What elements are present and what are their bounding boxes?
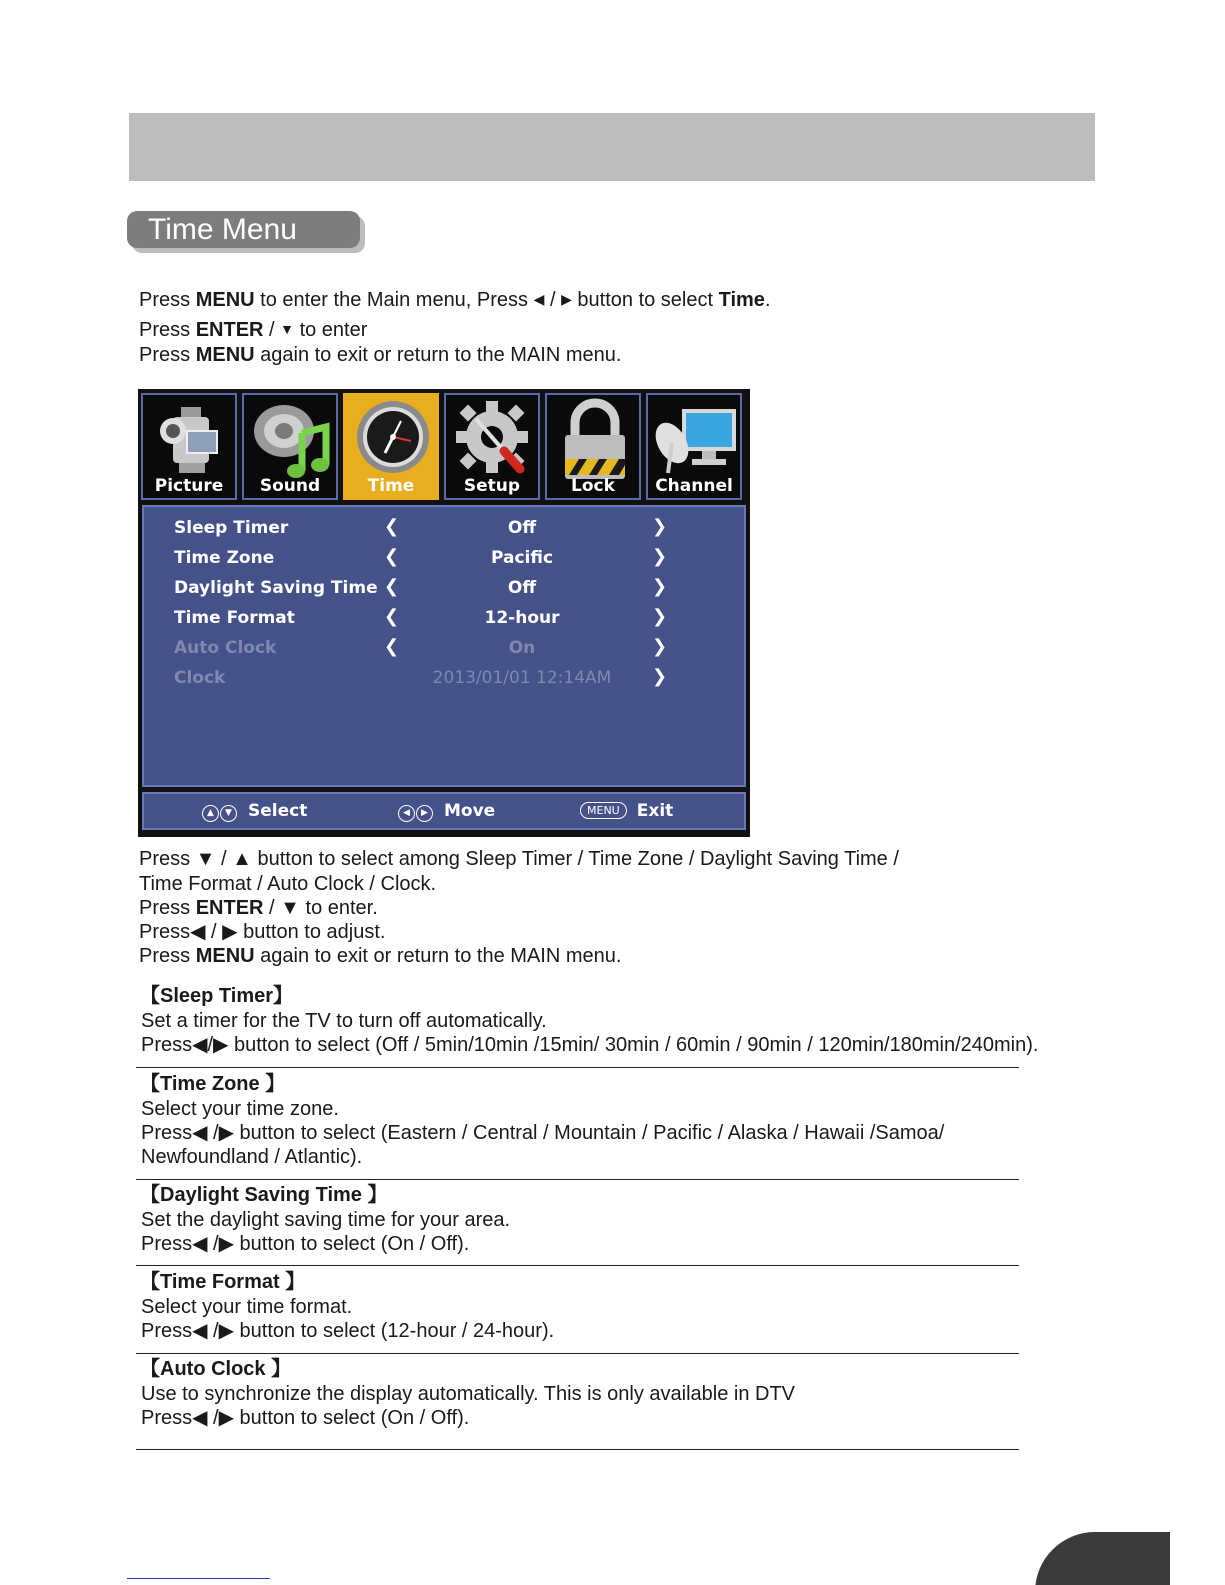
instruction-line-3: Press ENTER / ▼ to enter.	[139, 897, 378, 919]
tab-label: Lock	[571, 476, 615, 496]
instruction-line-5: Press MENU again to exit or return to the MAIN menu.	[139, 945, 622, 967]
osd-row-sleep-timer[interactable]: Sleep Timer ❮ Off ❯	[174, 516, 668, 538]
left-arrow-icon: ❮	[384, 636, 400, 657]
divider	[136, 1179, 1019, 1180]
right-arrow-icon[interactable]: ❯	[652, 606, 668, 627]
left-arrow-icon[interactable]: ❮	[384, 576, 400, 597]
intro-line-3: Press MENU again to exit or return to the MAIN menu.	[139, 344, 622, 366]
tab-label: Time	[367, 476, 415, 496]
tv-osd-screenshot	[138, 389, 750, 837]
tab-sound[interactable]	[242, 393, 338, 500]
padlock-icon	[547, 395, 641, 485]
instruction-line-4: Press◀ / ▶ button to adjust.	[139, 921, 386, 943]
section-title-time-format: 【Time Format 】	[140, 1271, 306, 1293]
footer-move: ◀ ▶ Move	[398, 801, 495, 822]
right-triangle-icon: ▶	[561, 291, 572, 307]
down-triangle-icon: ▼	[280, 321, 295, 337]
divider	[136, 1353, 1019, 1354]
section-text: Press◀ /▶ button to select (On / Off).	[141, 1407, 470, 1429]
satellite-monitor-icon	[648, 395, 742, 485]
footer-link-underline	[127, 1578, 270, 1579]
section-badge-label: Time Menu	[148, 213, 297, 246]
section-title-sleep-timer: 【Sleep Timer】	[140, 985, 294, 1007]
tab-picture[interactable]	[141, 393, 237, 500]
right-arrow-icon[interactable]: ❯	[652, 516, 668, 537]
intro-line-1: Press MENU to enter the Main menu, Press ◀ / ▶ button to select Time.	[139, 289, 771, 311]
tab-label: Picture	[154, 476, 224, 496]
up-down-icon: ▲ ▼	[202, 805, 238, 822]
speaker-music-note-icon	[244, 395, 338, 485]
osd-row-time-zone[interactable]: Time Zone ❮ Pacific ❯	[174, 546, 668, 568]
tab-label: Sound	[259, 476, 321, 496]
gear-screwdriver-icon	[446, 395, 540, 485]
right-arrow-icon[interactable]: ❯	[652, 576, 668, 597]
osd-row-time-format[interactable]: Time Format ❮ 12-hour ❯	[174, 606, 668, 628]
menu-key-icon: MENU	[580, 802, 627, 819]
divider	[136, 1067, 1019, 1068]
right-arrow-icon[interactable]: ❯	[652, 546, 668, 567]
tab-setup[interactable]	[444, 393, 540, 500]
section-text: Use to synchronize the display automatically. This is only available in DTV	[141, 1383, 796, 1405]
section-text: Newfoundland / Atlantic).	[141, 1146, 363, 1168]
osd-settings-panel	[142, 505, 746, 787]
section-text: Press◀ /▶ button to select (12-hour / 24-hour).	[141, 1320, 555, 1342]
instruction-line-2: Time Format / Auto Clock / Clock.	[139, 873, 437, 895]
footer-exit: MENU Exit	[580, 801, 673, 821]
divider	[136, 1265, 1019, 1266]
section-badge	[127, 211, 365, 253]
section-text: Set a timer for the TV to turn off automatically.	[141, 1010, 547, 1032]
tab-channel[interactable]	[646, 393, 742, 500]
tab-lock[interactable]	[545, 393, 641, 500]
tab-label: Setup	[463, 476, 521, 496]
left-arrow-icon[interactable]: ❮	[384, 546, 400, 567]
header-bar	[129, 113, 1095, 181]
section-text: Select your time format.	[141, 1296, 353, 1318]
section-title-auto-clock: 【Auto Clock 】	[140, 1358, 292, 1380]
page-corner-tab	[1035, 1532, 1170, 1585]
osd-row-clock: Clock 2013/01/01 12:14AM ❯	[174, 666, 668, 688]
section-text: Press◀/▶ button to select (Off / 5min/10min /15min/ 30min / 60min / 90min / 120min/180min/240min).	[141, 1034, 1039, 1056]
footer-select: ▲ ▼ Select	[202, 801, 307, 822]
section-title-daylight-saving-time: 【Daylight Saving Time 】	[140, 1184, 388, 1206]
left-arrow-icon[interactable]: ❮	[384, 606, 400, 627]
osd-row-daylight-saving-time[interactable]: Daylight Saving Time ❮ Off ❯	[174, 576, 668, 598]
instruction-line-1: Press ▼ / ▲ button to select among Sleep Timer / Time Zone / Daylight Saving Time /	[139, 848, 899, 870]
clock-icon	[345, 395, 439, 485]
camcorder-icon	[143, 395, 237, 485]
osd-footer	[142, 792, 746, 830]
right-arrow-icon: ❯	[652, 666, 668, 687]
osd-row-auto-clock: Auto Clock ❮ On ❯	[174, 636, 668, 658]
tab-time[interactable]	[343, 393, 439, 500]
left-triangle-icon: ◀	[533, 291, 545, 307]
section-text: Set the daylight saving time for your area.	[141, 1209, 511, 1231]
left-right-icon: ◀ ▶	[398, 805, 434, 822]
section-text: Press◀ /▶ button to select (On / Off).	[141, 1233, 470, 1255]
intro-line-2: Press ENTER / ▼ to enter	[139, 319, 368, 341]
section-title-time-zone: 【Time Zone 】	[140, 1073, 286, 1095]
divider	[136, 1449, 1019, 1450]
section-text: Press◀ /▶ button to select (Eastern / Central / Mountain / Pacific / Alaska / Hawaii /Samoa/	[141, 1122, 945, 1144]
right-arrow-icon: ❯	[652, 636, 668, 657]
left-arrow-icon[interactable]: ❮	[384, 516, 400, 537]
tab-label: Channel	[655, 476, 733, 496]
section-text: Select your time zone.	[141, 1098, 339, 1120]
